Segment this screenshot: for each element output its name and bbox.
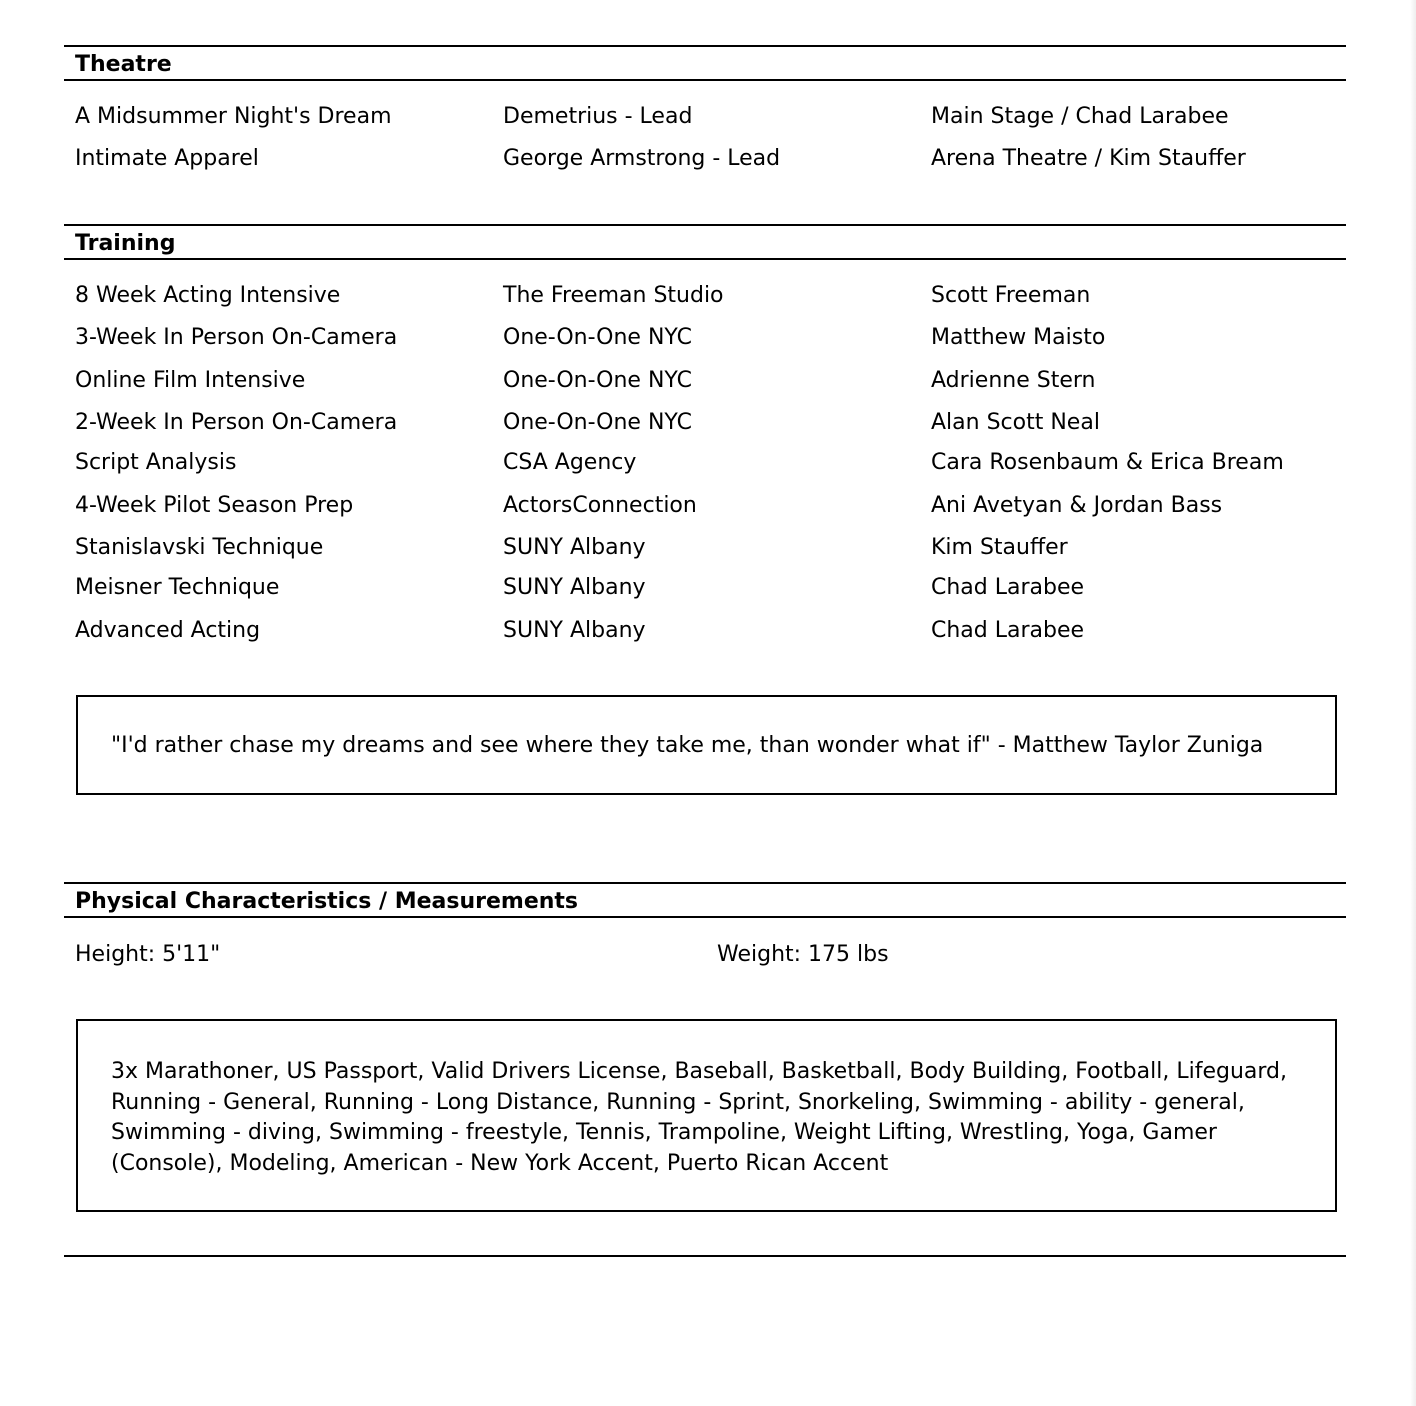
training-row bbox=[64, 492, 1346, 520]
quote-box bbox=[76, 695, 1337, 795]
physical-section-header bbox=[64, 882, 1346, 918]
training-school: One-On-One NYC bbox=[503, 325, 692, 350]
training-instructor: Alan Scott Neal bbox=[931, 410, 1100, 435]
training-course: Stanislavski Technique bbox=[75, 535, 324, 560]
training-instructor: Ani Avetyan & Jordan Bass bbox=[931, 493, 1223, 518]
training-instructor: Scott Freeman bbox=[931, 283, 1091, 308]
training-school: One-On-One NYC bbox=[503, 368, 692, 393]
physical-section-title: Physical Characteristics / Measurements bbox=[75, 889, 579, 914]
training-course: Online Film Intensive bbox=[75, 368, 306, 393]
training-course: 8 Week Acting Intensive bbox=[75, 283, 341, 308]
theatre-company: Arena Theatre / Kim Stauffer bbox=[931, 146, 1246, 171]
theatre-company: Main Stage / Chad Larabee bbox=[931, 104, 1229, 129]
training-school: One-On-One NYC bbox=[503, 410, 692, 435]
training-row bbox=[64, 282, 1346, 310]
training-course: 2-Week In Person On-Camera bbox=[75, 410, 398, 435]
training-instructor: Adrienne Stern bbox=[931, 368, 1096, 393]
training-section-header bbox=[64, 224, 1346, 260]
training-instructor: Chad Larabee bbox=[931, 618, 1085, 643]
training-course: 3-Week In Person On-Camera bbox=[75, 325, 398, 350]
theatre-credit-row bbox=[64, 145, 1346, 173]
training-row bbox=[64, 534, 1346, 562]
training-school: SUNY Albany bbox=[503, 618, 646, 643]
theatre-section-header bbox=[64, 45, 1346, 81]
page-edge-shadow bbox=[1410, 0, 1416, 1406]
training-course: 4-Week Pilot Season Prep bbox=[75, 493, 354, 518]
training-row bbox=[64, 367, 1346, 395]
bottom-divider bbox=[64, 1255, 1346, 1257]
height-value: Height: 5'11" bbox=[75, 942, 221, 967]
training-course: Advanced Acting bbox=[75, 618, 261, 643]
theatre-section-title: Theatre bbox=[75, 52, 172, 77]
training-course: Meisner Technique bbox=[75, 575, 280, 600]
theatre-production: A Midsummer Night's Dream bbox=[75, 104, 392, 129]
training-row bbox=[64, 449, 1346, 477]
theatre-role: Demetrius - Lead bbox=[503, 104, 693, 129]
weight-value: Weight: 175 lbs bbox=[717, 942, 889, 967]
training-school: The Freeman Studio bbox=[503, 283, 724, 308]
skills-text: 3x Marathoner, US Passport, Valid Drivers License, Baseball, Basketball, Body Building, Football, Lifeguard, Running - General, Running - Long Distance, Running - Sprint, Snorkeling, Swimming - ability - general, Swimming - diving, Swimming - freestyle, Tennis, Trampoline, Weight Lifting, Wrestling, Yoga, Gamer (Console), Modeling, American - New York Accent, Puerto Rican Accent bbox=[111, 1059, 1287, 1176]
training-row bbox=[64, 617, 1346, 645]
training-school: CSA Agency bbox=[503, 450, 637, 475]
training-section-title: Training bbox=[75, 231, 176, 256]
theatre-production: Intimate Apparel bbox=[75, 146, 259, 171]
training-school: ActorsConnection bbox=[503, 493, 697, 518]
training-school: SUNY Albany bbox=[503, 575, 646, 600]
theatre-role: George Armstrong - Lead bbox=[503, 146, 781, 171]
training-instructor: Kim Stauffer bbox=[931, 535, 1068, 560]
training-instructor: Matthew Maisto bbox=[931, 325, 1106, 350]
training-instructor: Cara Rosenbaum & Erica Bream bbox=[931, 450, 1284, 475]
training-row bbox=[64, 324, 1346, 352]
training-row bbox=[64, 409, 1346, 437]
training-course: Script Analysis bbox=[75, 450, 237, 475]
skills-box bbox=[76, 1019, 1337, 1212]
theatre-credit-row bbox=[64, 103, 1346, 131]
training-instructor: Chad Larabee bbox=[931, 575, 1085, 600]
training-row bbox=[64, 574, 1346, 602]
training-school: SUNY Albany bbox=[503, 535, 646, 560]
quote-text: "I'd rather chase my dreams and see where they take me, than wonder what if" - Matthew Taylor Zuniga bbox=[111, 733, 1264, 758]
